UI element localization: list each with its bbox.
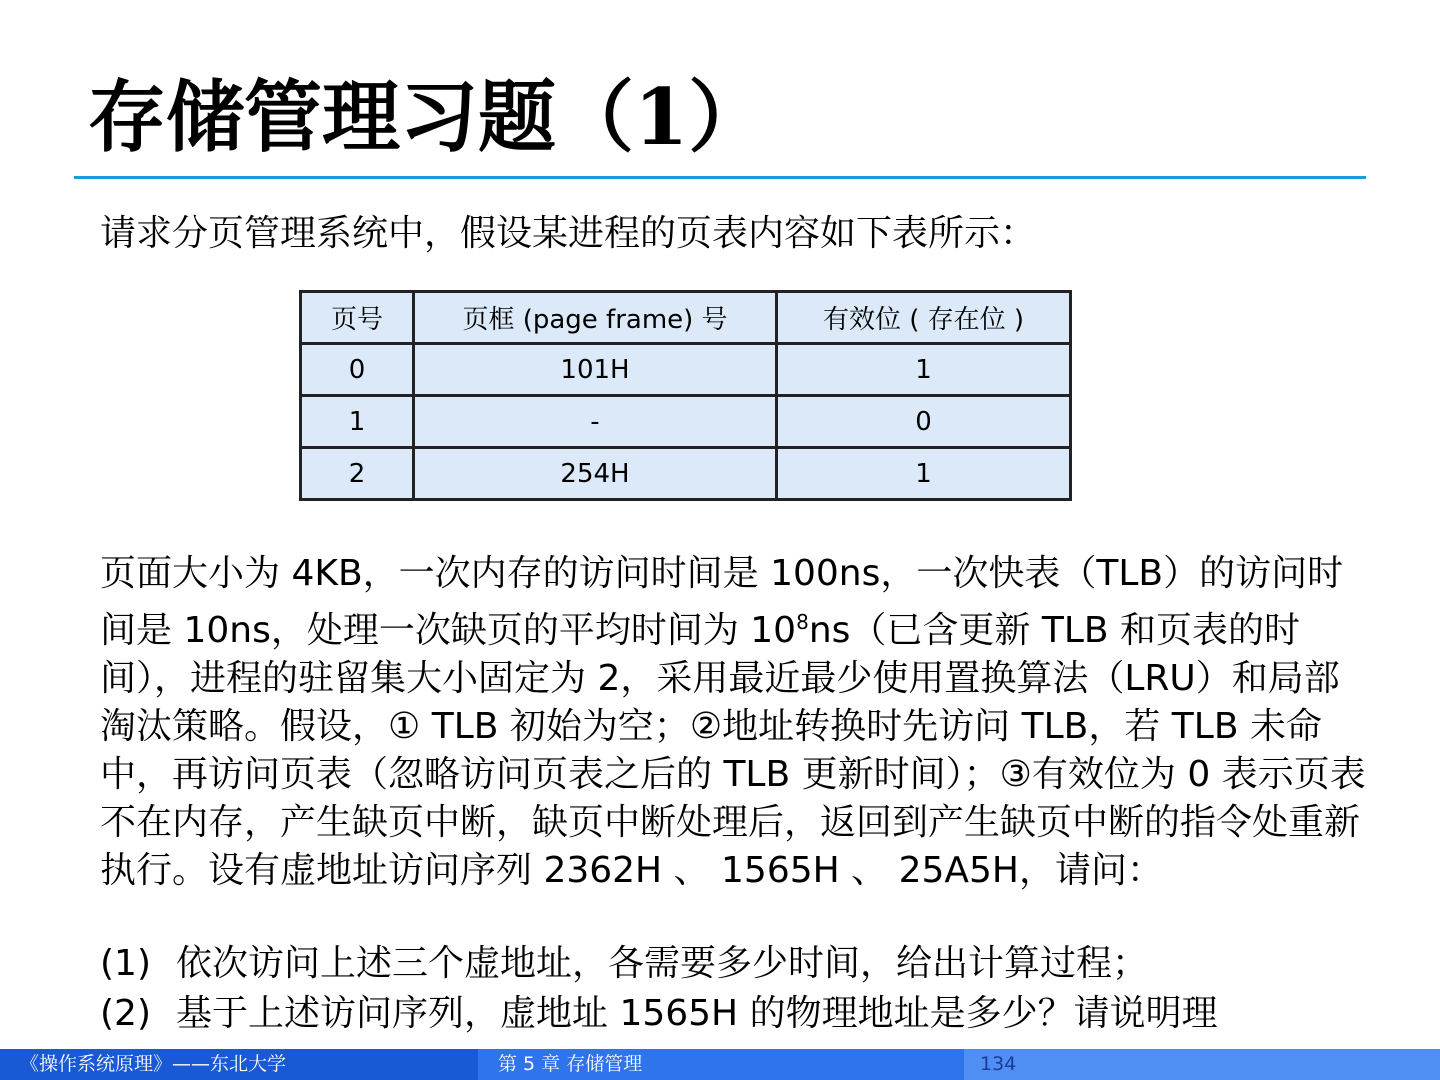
table-row [301,396,1071,448]
slide-title: 存储管理习题（1） [88,72,767,163]
question-number: (1) [100,943,151,984]
table-cell: 1 [301,396,414,448]
page-table [299,290,1072,501]
footer-course: 《操作系统原理》——东北大学 [0,1049,478,1080]
table-cell: 0 [301,344,414,396]
problem-text-part2: ns（已含更新 TLB 和页表的时间），进程的驻留集大小固定为 2，采用最近最少使用置换算法（LRU）和局部淘汰策略。假设，① TLB 初始为空；②地址转换时先访问 TLB，若 TLB 未命中，再访问页表（忽略访问页表之后的 TLB 更新时间）；③有效位为 0 表示页表不在内存，产生缺页中断，缺页中断处理后，返回到产生缺页中断的指令处重新执行。设有虚地址访问序列 2362H 、 1565H 、 25A5H，请问： [100,610,1366,891]
column-header-page-frame: 页框 (page frame) 号 [414,292,777,344]
footer-bar [0,1049,1440,1080]
footer-page-number: 134 [964,1049,1440,1080]
table-row [301,448,1071,500]
table-cell: - [414,396,777,448]
table-cell: 2 [301,448,414,500]
exponent: 8 [796,610,809,634]
question-2 [100,990,1218,1038]
problem-text-part1: 页面大小为 4KB，一次内存的访问时间是 100ns，一次快表（TLB）的访问时间是 10ns，处理一次缺页的平均时间为 10 [100,553,1344,651]
table-cell: 1 [777,448,1071,500]
question-number: (2) [100,993,151,1034]
question-text: 依次访问上述三个虚地址，各需要多少时间，给出计算过程； [176,943,1149,984]
footer-chapter: 第 5 章 存储管理 [478,1049,964,1080]
intro-text: 请求分页管理系统中，假设某进程的页表内容如下表所示： [100,213,1037,254]
question-1 [100,940,1148,988]
table-cell: 1 [777,344,1071,396]
table-header-row [301,292,1071,344]
table-row [301,344,1071,396]
question-text: 基于上述访问序列，虚地址 1565H 的物理地址是多少？请说明理 [176,993,1218,1034]
table-cell: 0 [777,396,1071,448]
title-divider [74,176,1366,179]
problem-description [100,550,1375,895]
table-cell: 254H [414,448,777,500]
table-cell: 101H [414,344,777,396]
column-header-valid-bit: 有效位 ( 存在位 ) [777,292,1071,344]
column-header-page-number: 页号 [301,292,414,344]
